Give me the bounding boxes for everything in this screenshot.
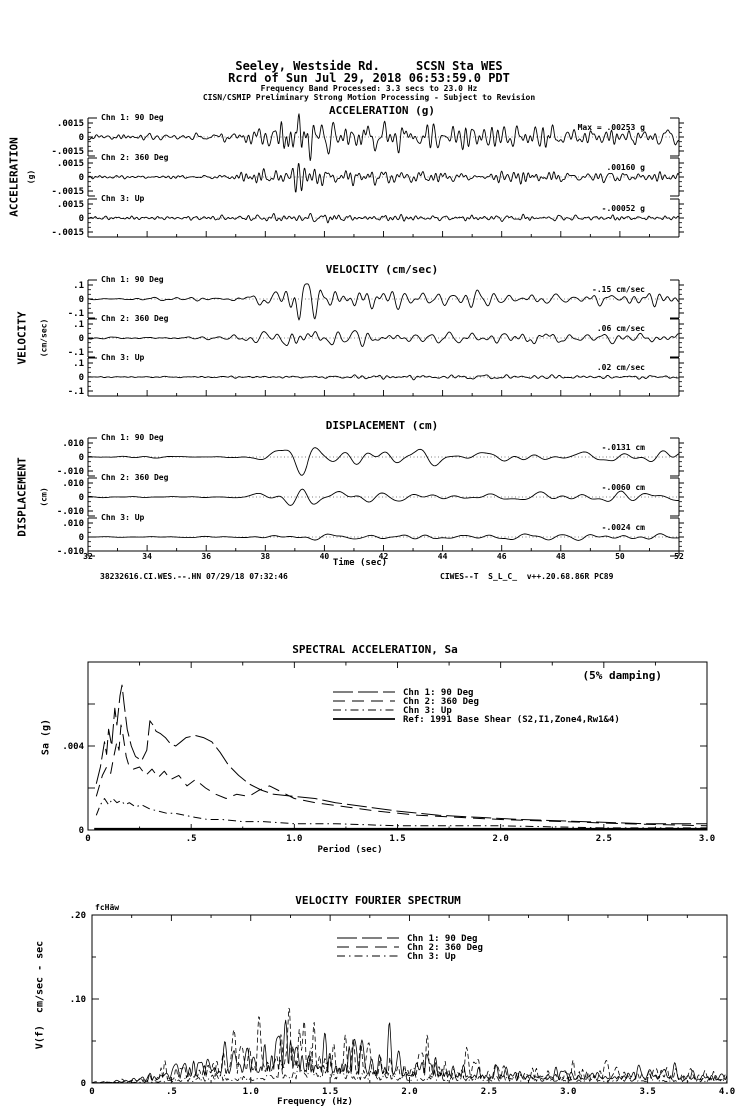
scale-label: 0	[78, 173, 84, 183]
sa-x-tick-label: 1.0	[286, 834, 303, 844]
frequency-band-note: Frequency Band Processed: 3.3 secs to 23.0 Hz	[260, 84, 478, 93]
acceleration-title: ACCELERATION (g)	[329, 104, 435, 117]
time-tick-label: 32	[83, 552, 93, 561]
damping-note: (5% damping)	[582, 669, 662, 682]
processing-disclaimer: CISN/CSMIP Preliminary Strong Motion Processing - Subject to Revision	[202, 93, 536, 102]
max-value-label: -.0024 cm	[601, 523, 645, 532]
time-tick-label: 38	[260, 552, 271, 561]
waveform-acceleration_time_series-chn2	[88, 164, 679, 192]
waveform-acceleration_time_series-chn1	[88, 114, 679, 161]
scale-label: -.1	[67, 387, 84, 397]
time-tick-label: 36	[201, 552, 212, 561]
max-value-label: -.00052 g	[601, 204, 645, 213]
fourier-y-tick-label: .20	[69, 911, 86, 921]
sa-x-tick-label: 0	[85, 834, 91, 844]
fourier-legend-label: Chn 2: 360 Deg	[407, 943, 483, 953]
max-value-label: -.15 cm/sec	[592, 285, 645, 294]
displacement-axis-label: DISPLACEMENT	[15, 457, 29, 537]
scale-label: .0015	[56, 200, 84, 210]
waveform-displacement_time_series-chn2	[88, 489, 679, 505]
fourier-x-tick-label: 3.0	[560, 1087, 577, 1097]
fourier-x-tick-label: 4.0	[718, 1087, 736, 1097]
time-axis-label: Time (sec)	[332, 558, 388, 568]
time-tick-label: 48	[555, 552, 566, 561]
fourier-legend-label: Chn 3: Up	[407, 952, 456, 962]
sa-y-axis-label: Sa (g)	[40, 718, 52, 756]
channel-label: Chn 2: 360 Deg	[101, 473, 169, 482]
waveform-velocity_time_series-chn1	[88, 284, 678, 320]
displacement-title: DISPLACEMENT (cm)	[325, 419, 439, 432]
record-id-footer: 38232616.CI.WES.--.HN 07/29/18 07:32:46	[100, 572, 288, 581]
scale-label: .0015	[56, 159, 84, 169]
scale-label: -.0015	[51, 147, 84, 157]
max-value-label: .00160 g	[606, 163, 645, 172]
station-title: Seeley, Westside Rd. SCSN Sta WES	[235, 59, 503, 73]
channel-label: Chn 1: 90 Deg	[101, 433, 164, 442]
fourier-x-tick-label: 3.5	[639, 1087, 656, 1097]
scale-label: 0	[78, 533, 84, 543]
acceleration-axis-unit: (g)	[26, 169, 36, 185]
fourier-corner-note: fcHäw	[95, 903, 120, 912]
processing-version-footer: CIWES--T S_L_C_ v++.20.68.86R PC89	[440, 572, 614, 581]
scale-label: -.0015	[51, 228, 84, 238]
fourier-legend-label: Chn 1: 90 Deg	[407, 934, 478, 944]
sa-legend-label: Chn 1: 90 Deg	[403, 688, 474, 698]
displacement-axis-unit: (cm)	[39, 487, 49, 507]
time-tick-label: 50	[615, 552, 625, 561]
waveform-displacement_time_series-chn1	[88, 448, 679, 476]
sa-curve-chn2	[96, 725, 707, 826]
scale-label: -.010	[56, 547, 84, 557]
period-axis-label: Period (sec)	[317, 845, 383, 855]
sa-y-tick-label: 0	[78, 826, 84, 836]
sa-x-tick-label: .5	[185, 834, 197, 844]
waveform-velocity_time_series-chn2	[88, 331, 678, 347]
scale-label: -.010	[56, 467, 84, 477]
velocity-axis-label: VELOCITY	[15, 311, 29, 365]
scale-label: .1	[73, 281, 84, 291]
velocity-title: VELOCITY (cm/sec)	[325, 263, 439, 276]
channel-label: Chn 2: 360 Deg	[101, 314, 169, 323]
scale-label: 0	[78, 334, 84, 344]
sa-x-tick-label: 1.5	[389, 834, 406, 844]
fourier-y-tick-label: 0	[80, 1079, 86, 1089]
fourier-x-tick-label: 1.5	[321, 1087, 339, 1097]
scale-label: -.1	[67, 309, 84, 319]
waveform-velocity_time_series-chn3	[88, 375, 678, 380]
scale-label: -.0015	[51, 187, 84, 197]
scale-label: 0	[78, 133, 84, 143]
sa-curve-chn1	[96, 685, 707, 824]
sa-legend-label: Chn 2: 360 Deg	[403, 697, 479, 707]
time-tick-label: 44	[437, 552, 448, 561]
sa-legend-label: Chn 3: Up	[403, 706, 452, 716]
fourier-x-tick-label: 2.5	[480, 1087, 498, 1097]
scale-label: -.010	[56, 507, 84, 517]
fourier-y-axis-label: V(f) cm/sec - sec	[34, 940, 46, 1050]
time-tick-label: 34	[142, 552, 152, 561]
sa-y-tick-label: .004	[62, 742, 84, 752]
scale-label: 0	[78, 373, 84, 383]
time-tick-label: 40	[319, 552, 330, 561]
max-value-label: Max = .00253 g	[577, 123, 645, 132]
acceleration-axis-label: ACCELERATION	[7, 137, 21, 217]
time-tick-label: 42	[378, 552, 389, 561]
velocity-axis-unit: (cm/sec)	[39, 318, 49, 358]
frequency-axis-label: Frequency (Hz)	[277, 1097, 353, 1107]
fourier-y-tick-label: .10	[69, 995, 86, 1005]
fourier-x-tick-label: .5	[165, 1087, 177, 1097]
scale-label: .1	[73, 320, 84, 330]
max-value-label: .02 cm/sec	[596, 363, 645, 372]
sa-legend-label: Ref: 1991 Base Shear (S2,I1,Zone4,Rw1&4)	[403, 715, 620, 725]
fourier-x-tick-label: 2.0	[401, 1087, 418, 1097]
sa-x-tick-label: 2.5	[595, 834, 612, 844]
scale-label: .0015	[56, 119, 84, 129]
scale-label: .1	[73, 359, 84, 369]
scale-label: -.1	[67, 348, 84, 358]
channel-label: Chn 3: Up	[101, 513, 145, 522]
channel-label: Chn 1: 90 Deg	[101, 113, 164, 122]
scale-label: .010	[62, 479, 84, 489]
scale-label: 0	[78, 453, 84, 463]
max-value-label: -.0131 cm	[601, 443, 645, 452]
fourier-trace-chn1	[92, 1020, 727, 1083]
sa-x-tick-label: 2.0	[492, 834, 509, 844]
channel-label: Chn 2: 360 Deg	[101, 153, 169, 162]
scale-label: 0	[78, 214, 84, 224]
time-tick-label: 52	[674, 552, 684, 561]
scale-label: .010	[62, 439, 84, 449]
sa-x-tick-label: 3.0	[698, 834, 716, 844]
sa-plot-frame	[88, 662, 707, 830]
channel-label: Chn 3: Up	[101, 353, 145, 362]
max-value-label: -.0060 cm	[601, 483, 645, 492]
scale-label: .010	[62, 519, 84, 529]
scale-label: 0	[78, 295, 84, 305]
waveform-displacement_time_series-chn3	[88, 534, 679, 541]
scale-label: 0	[78, 493, 84, 503]
channel-label: Chn 1: 90 Deg	[101, 275, 164, 284]
sa-plot-title: SPECTRAL ACCELERATION, Sa	[292, 643, 458, 656]
record-datetime: Rcrd of Sun Jul 29, 2018 06:53:59.0 PDT	[228, 71, 510, 85]
fourier-plot-title: VELOCITY FOURIER SPECTRUM	[295, 894, 461, 907]
fourier-x-tick-label: 1.0	[242, 1087, 259, 1097]
max-value-label: .06 cm/sec	[596, 324, 645, 333]
waveform-acceleration_time_series-chn3	[88, 213, 679, 223]
channel-label: Chn 3: Up	[101, 194, 145, 203]
fourier-x-tick-label: 0	[89, 1087, 95, 1097]
time-tick-label: 46	[496, 552, 507, 561]
